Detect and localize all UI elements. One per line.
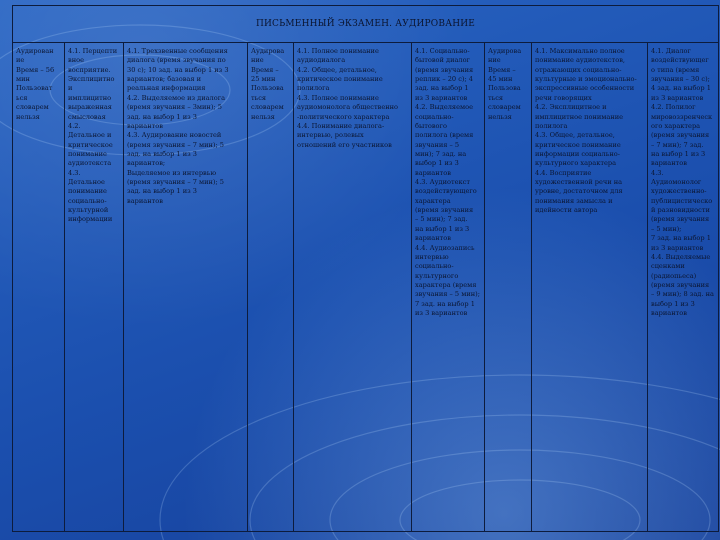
cell-line: социально- <box>68 196 107 205</box>
cell-line: критическое <box>68 140 113 149</box>
cell-line: имплицитно <box>68 93 112 102</box>
cell-line: вное <box>68 56 84 65</box>
cell-line: ься <box>16 93 28 102</box>
cell-col-7 <box>485 43 532 532</box>
cell-line: звучания – 5 мин); <box>415 290 480 299</box>
cell-line: нельзя <box>251 112 275 121</box>
cell-line: 4.2. Выделяемое <box>415 103 473 112</box>
cell-line: воздействующег <box>651 56 709 65</box>
cell-line: выраженная <box>68 103 112 112</box>
cell-col-6 <box>412 43 485 532</box>
cell-line: речи говорящих <box>535 93 592 102</box>
cell-line: (время звучания <box>651 215 710 224</box>
cell-col-5 <box>294 43 412 532</box>
cell-line: выбор 1 из 3 <box>415 159 459 168</box>
cell-line: понимания замысла и <box>535 196 613 205</box>
cell-line: Детальное и <box>68 131 112 140</box>
cell-line: зад. на выбор 1 <box>415 84 469 93</box>
cell-line: вариантов <box>127 121 163 130</box>
cell-line: реальная информация <box>127 84 206 93</box>
cell-line: информации социально- <box>535 149 620 158</box>
cell-line: Эксплицитно <box>68 75 115 84</box>
cell-line: Пользова <box>488 84 521 93</box>
cell-line: – 5 мин); <box>651 224 682 233</box>
cell-line: 25 мин <box>251 75 276 84</box>
cell-line: словарем <box>488 103 521 112</box>
cell-line: Аудирова <box>488 47 522 55</box>
cell-line: (время звучания <box>415 65 474 74</box>
cell-line: отражающих социально- <box>535 65 622 74</box>
cell-line: художественно- <box>651 187 707 196</box>
cell-line: 4.2. Полилог <box>651 103 696 112</box>
cell-line: (время звучания – 7 мин); 5 <box>127 178 225 187</box>
cell-line: 4.2. Эксплицитное и <box>535 103 607 112</box>
cell-line: критическое понимание <box>535 140 621 149</box>
cell-line: бытовой диалог <box>415 56 471 65</box>
cell-line: критическое понимание <box>297 75 383 84</box>
cell-line: вариантов <box>651 159 687 168</box>
cell-line: й разновидности <box>651 206 710 215</box>
cell-line: зад. на выбор 1 из 3 <box>127 112 197 121</box>
cell-line: зад. на выбор 1 из 3 <box>127 149 197 158</box>
cell-line: 7 зад. на выбор 1 <box>651 234 711 243</box>
exam-table-container <box>12 5 718 532</box>
cell-line: (радиопьеса) <box>651 271 697 280</box>
cell-line: 7 зад. на выбор 1 <box>415 299 475 308</box>
cell-line: публицистическо <box>651 196 713 205</box>
cell-line: культурной <box>68 206 109 215</box>
cell-line: – 9 мин); 8 зад. на <box>651 290 714 299</box>
cell-line: вариантов <box>415 234 451 243</box>
cell-line: характера (время <box>415 280 477 289</box>
cell-line: 4.3. Общее, детальное, <box>535 131 615 140</box>
cell-line: интервью, ролевых <box>297 131 364 140</box>
cell-line: вариантов <box>415 168 451 177</box>
cell-line: ться <box>251 93 267 102</box>
cell-line: ние <box>251 56 264 65</box>
cell-line: ться <box>488 93 504 102</box>
cell-line: (время звучания <box>651 131 710 140</box>
cell-line: полилога <box>297 84 330 93</box>
cell-line: 4.2. Общее, детальное, <box>297 65 377 74</box>
cell-line: Аудирова <box>251 47 285 55</box>
cell-line: социально- <box>415 262 454 271</box>
cell-line: ие <box>16 56 25 65</box>
cell-line: интервью <box>415 252 449 261</box>
cell-line: Пользоват <box>16 84 53 93</box>
cell-line: 4.3. Полное понимание <box>297 93 379 102</box>
cell-line: вариантов <box>127 196 163 205</box>
cell-line: из 3 вариантов <box>651 243 704 252</box>
cell-line: реплик – 20 с); 4 <box>415 75 473 84</box>
cell-col-2 <box>65 43 124 532</box>
cell-line: Время – 56 <box>16 65 55 74</box>
cell-line: сценками <box>651 262 685 271</box>
cell-line: из 3 вариантов <box>415 309 468 318</box>
cell-line: Аудирован <box>16 47 54 55</box>
cell-line: полилога (время <box>415 131 474 140</box>
cell-line: отношений его участников <box>297 140 392 149</box>
cell-line: 4.1. Социально- <box>415 47 470 55</box>
cell-line: (время звучания – 7 мин); 5 <box>127 140 225 149</box>
cell-line: идейности автора <box>535 206 598 215</box>
cell-line: и <box>68 84 73 93</box>
cell-line: диалога (время звучания по <box>127 56 226 65</box>
cell-line: воздействующего <box>415 187 477 196</box>
cell-line: ние <box>488 56 501 65</box>
cell-line: аудиодиалога <box>297 56 346 65</box>
cell-line: 4.1. Диалог <box>651 47 691 55</box>
cell-line: звучания – 5 <box>415 140 460 149</box>
cell-line: характера <box>415 196 451 205</box>
cell-line: понимание аудиотекстов, <box>535 56 626 65</box>
cell-line: Детальное <box>68 178 105 187</box>
cell-line: словарем <box>16 103 49 112</box>
cell-line: 45 мин <box>488 75 513 84</box>
listening-exam-table <box>12 5 719 532</box>
table-row <box>13 43 719 532</box>
cell-line: зад. на выбор 1 из 3 <box>127 187 197 196</box>
cell-line: информации <box>68 215 113 224</box>
cell-line: экспрессивные особенности <box>535 84 635 93</box>
cell-line: аудиотекста <box>68 159 112 168</box>
cell-line: художественной речи на <box>535 178 623 187</box>
cell-line: словарем <box>251 103 284 112</box>
cell-line: 30 с); 10 зад. на выбор 1 из 3 <box>127 65 229 74</box>
cell-line: 4.4. Восприятие <box>535 168 592 177</box>
cell-col-3 <box>124 43 248 532</box>
cell-line: смысловая <box>68 112 106 121</box>
cell-line: 4.1. Максимально полное <box>535 47 625 55</box>
cell-col-4 <box>248 43 294 532</box>
cell-line: – 5 мин); 7 зад. <box>415 215 468 224</box>
cell-line: Пользова <box>251 84 284 93</box>
cell-line: 4.3. <box>68 168 81 177</box>
cell-line: культурного <box>415 271 459 280</box>
cell-line: звучания – 30 с); <box>651 75 710 84</box>
cell-line: мин <box>16 75 30 84</box>
cell-line: нельзя <box>488 112 512 121</box>
cell-line: (время звучания <box>415 206 474 215</box>
cell-col-1 <box>13 43 65 532</box>
cell-line: восприятие. <box>68 65 111 74</box>
cell-line: вариантов <box>651 309 687 318</box>
cell-line: 4.4. Аудиозапись <box>415 243 475 252</box>
cell-line: понимание <box>68 149 107 158</box>
cell-line: ого характера <box>651 121 701 130</box>
cell-line: имплицитное понимание <box>535 112 624 121</box>
cell-line: о типа (время <box>651 65 700 74</box>
cell-line: Выделяемое из интервью <box>127 168 217 177</box>
cell-line: 4.1. Перцепти <box>68 47 118 55</box>
cell-line: Время – <box>488 65 516 74</box>
cell-line: из 3 вариантов <box>651 93 704 102</box>
cell-line: 4.1. Полное понимание <box>297 47 379 55</box>
cell-line: 4 зад. на выбор 1 <box>651 84 711 93</box>
table-title: ПИСЬМЕННЫЙ ЭКЗАМЕН. АУДИРОВАНИЕ <box>13 6 719 43</box>
cell-line: 4.1. Трехзвенные сообщения <box>127 47 228 55</box>
cell-line: Аудиомонолог <box>651 178 702 187</box>
cell-line: 4.3. <box>651 168 664 177</box>
cell-line: – 7 мин); 7 зад. <box>651 140 704 149</box>
cell-line: из 3 вариантов <box>415 93 468 102</box>
cell-line: 4.4. Выделяемые <box>651 252 711 261</box>
cell-col-9 <box>648 43 719 532</box>
cell-line: 4.3. Аудирование новостей <box>127 131 222 140</box>
cell-line: социально- <box>415 112 454 121</box>
cell-line: бытового <box>415 121 447 130</box>
cell-line: культурные и эмоционально- <box>535 75 637 84</box>
cell-line: 4.3. Аудиотекст <box>415 178 470 187</box>
cell-line: понимание <box>68 187 107 196</box>
cell-line: -политического характера <box>297 112 390 121</box>
cell-line: (время звучания – 3мин); 5 <box>127 103 222 112</box>
cell-line: полилога <box>535 121 568 130</box>
cell-line: мировоззренческ <box>651 112 713 121</box>
cell-col-8 <box>532 43 648 532</box>
cell-line: мин); 7 зад. на <box>415 149 467 158</box>
cell-line: вариантов; <box>127 159 166 168</box>
cell-line: уровне, достаточном для <box>535 187 623 196</box>
cell-line: на выбор 1 из 3 <box>651 149 706 158</box>
cell-line: культурного характера <box>535 159 617 168</box>
cell-line: 4.2. <box>68 121 81 130</box>
cell-line: аудиомонолога общественно <box>297 103 399 112</box>
cell-line: выбор 1 из 3 <box>651 299 695 308</box>
cell-line: Время – <box>251 65 279 74</box>
cell-line: вариантов; базовая и <box>127 75 201 84</box>
cell-line: 4.4. Понимание диалога- <box>297 121 385 130</box>
cell-line: 4.2. Выделяемое из диалога <box>127 93 226 102</box>
cell-line: нельзя <box>16 112 40 121</box>
cell-line: на выбор 1 из 3 <box>415 224 470 233</box>
cell-line: (время звучания <box>651 280 710 289</box>
